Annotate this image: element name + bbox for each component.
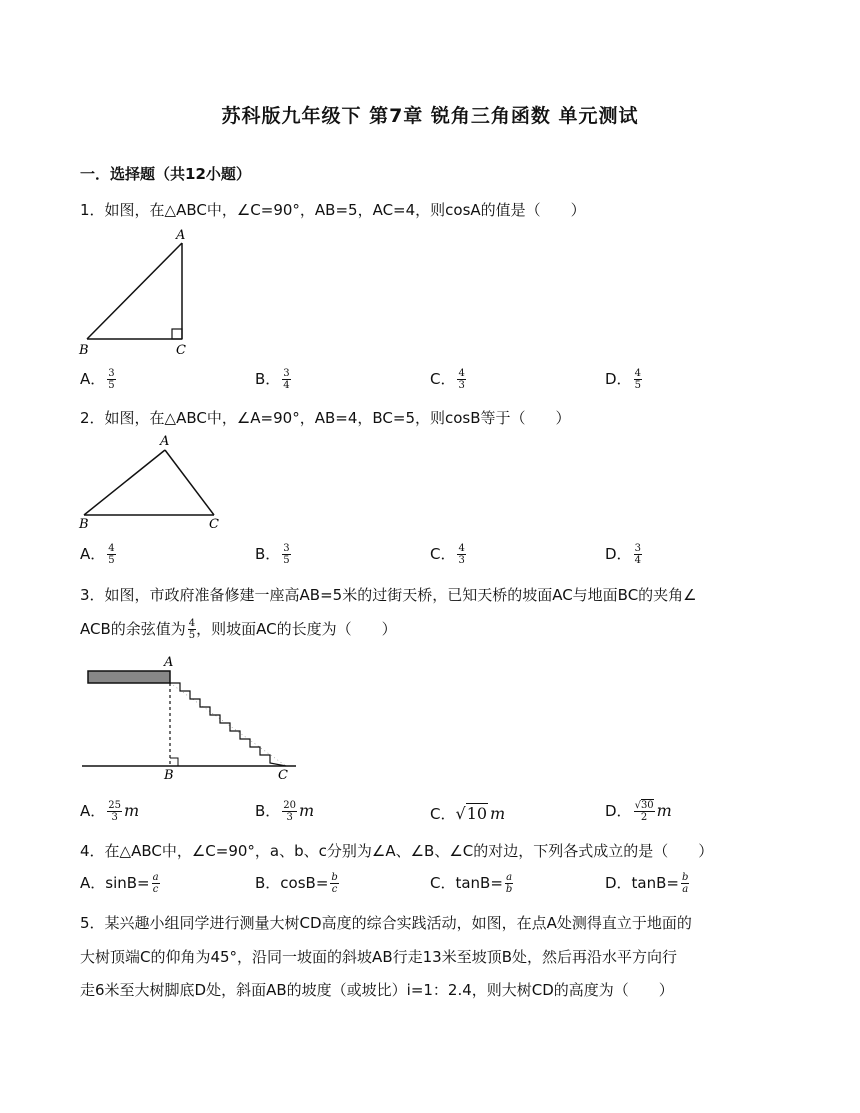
q3-bridge-figure <box>80 652 300 782</box>
q3-label-a: A <box>164 655 174 670</box>
q3-option-b[interactable]: B． $\frac{20}{3}$ m <box>255 800 315 823</box>
q2-triangle-figure <box>76 432 226 532</box>
q2-option-a[interactable]: A． $\frac{4}{5}$ <box>80 543 115 566</box>
q2-label-b: B <box>79 517 89 532</box>
q4-option-a[interactable]: A．sinB= $\frac{a}{c}$ <box>80 872 159 895</box>
question-4-text: 4．在△ABC中，∠C=90°，a、b、c分别为∠A、∠B、∠C的对边，下列各式成立的是（ ） <box>80 842 714 860</box>
q2-option-c[interactable]: C． $\frac{4}{3}$ <box>430 543 465 566</box>
q3-option-a[interactable]: A． $\frac{25}{3}$ m <box>80 800 140 823</box>
q1-triangle-figure <box>76 226 196 360</box>
q4-option-b[interactable]: B．cosB= $\frac{b}{c}$ <box>255 872 338 895</box>
question-3-line-2: ACB的余弦值为 $\frac{4}{5}$ ，则坡面AC的长度为（ ） <box>80 618 397 641</box>
question-1-text: 1．如图，在△ABC中，∠C=90°，AB=5，AC=4，则cosA的值是（ ） <box>80 201 586 219</box>
question-3-line-1: 3．如图，市政府准备修建一座高AB=5米的过街天桥，已知天桥的坡面AC与地面BC的夹角∠ <box>80 586 697 604</box>
question-2-text: 2．如图，在△ABC中，∠A=90°，AB=4，BC=5，则cosB等于（ ） <box>80 409 571 427</box>
q2-label-c: C <box>209 517 219 532</box>
q3-label-b: B <box>164 768 174 782</box>
q1-option-b[interactable]: B． $\frac{3}{4}$ <box>255 368 290 391</box>
question-5-line-3: 走6米至大树脚底D处，斜面AB的坡度（或坡比）i=1：2.4，则大树CD的高度为（ ） <box>80 981 674 999</box>
question-5-line-2: 大树顶端C的仰角为45°，沿同一坡面的斜坡AB行走13米至坡顶B处，然后再沿水平方向行 <box>80 948 677 966</box>
q4-option-d[interactable]: D．tanB= $\frac{b}{a}$ <box>605 872 689 895</box>
q3-option-c[interactable]: C．√10 m <box>430 804 506 823</box>
q1-option-a[interactable]: A． $\frac{3}{5}$ <box>80 368 115 391</box>
page-title: 苏科版九年级下 第7章 锐角三角函数 单元测试 <box>221 105 639 127</box>
q4-option-c[interactable]: C．tanB= $\frac{a}{b}$ <box>430 872 513 895</box>
q2-option-b[interactable]: B． $\frac{3}{5}$ <box>255 543 290 566</box>
q1-label-c: C <box>176 343 186 358</box>
q3-label-c: C <box>278 768 288 782</box>
q1-option-c[interactable]: C． $\frac{4}{3}$ <box>430 368 465 391</box>
section-heading: 一．选择题（共12小题） <box>80 165 251 183</box>
q3-option-d[interactable]: D． $\frac{√30}{2}$ m <box>605 800 672 823</box>
q1-label-a: A <box>176 228 186 243</box>
q2-label-a: A <box>160 434 170 449</box>
q1-option-d[interactable]: D． $\frac{4}{5}$ <box>605 368 641 391</box>
question-5-line-1: 5．某兴趣小组同学进行测量大树CD高度的综合实践活动，如图，在点A处测得直立于地面的 <box>80 914 692 932</box>
q1-label-b: B <box>79 343 89 358</box>
q2-option-d[interactable]: D． $\frac{3}{4}$ <box>605 543 641 566</box>
